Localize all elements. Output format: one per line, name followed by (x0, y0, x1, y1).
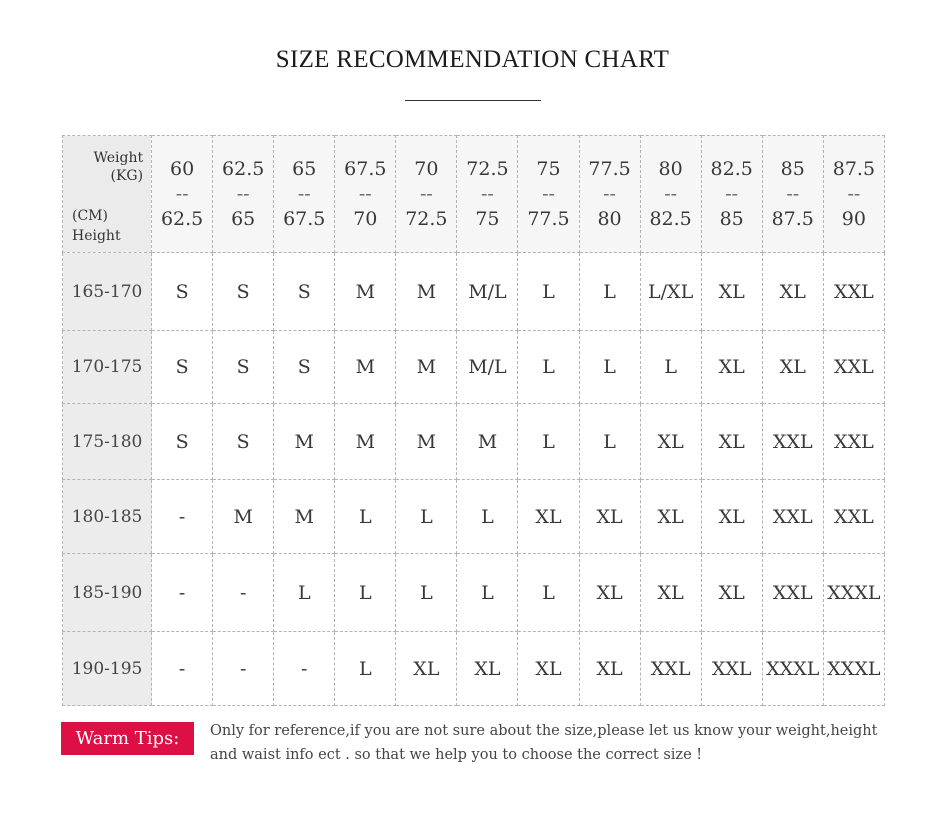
size-cell: L (579, 404, 640, 480)
size-cell: M (213, 480, 274, 554)
corner-header-cell (63, 136, 152, 253)
weight-range-high: 65 (231, 207, 256, 230)
height-range-label: 170-175 (63, 331, 152, 404)
size-cell: M (335, 404, 396, 480)
height-range-label: 175-180 (63, 404, 152, 480)
weight-range-low: 82.5 (710, 157, 753, 180)
size-cell: XXL (701, 632, 762, 706)
size-cell: S (152, 253, 213, 331)
table-row (63, 632, 885, 706)
size-cell: M (335, 253, 396, 331)
size-cell: S (152, 404, 213, 480)
size-cell: XXL (762, 480, 823, 554)
weight-range-low: 80 (658, 157, 683, 180)
size-cell: - (213, 632, 274, 706)
size-cell: XL (762, 331, 823, 404)
size-cell: L (457, 480, 518, 554)
size-cell: L/XL (640, 253, 701, 331)
size-cell: XL (579, 480, 640, 554)
weight-range-separator: -- (847, 182, 861, 205)
size-cell: - (152, 632, 213, 706)
weight-range-low: 65 (292, 157, 317, 180)
size-cell: L (335, 554, 396, 632)
size-cell: M (274, 404, 335, 480)
weight-range-separator: -- (725, 182, 739, 205)
weight-range-high: 67.5 (283, 207, 326, 230)
weight-range-high: 70 (353, 207, 378, 230)
size-cell: S (152, 331, 213, 404)
size-cell: XXL (823, 404, 884, 480)
size-table-body (63, 253, 885, 706)
weight-range-high: 82.5 (649, 207, 692, 230)
size-cell: S (274, 253, 335, 331)
weight-range-header (274, 136, 335, 253)
weight-range-low: 70 (414, 157, 439, 180)
weight-range-high: 90 (841, 207, 866, 230)
size-cell: XXL (823, 253, 884, 331)
weight-range-header (518, 136, 579, 253)
size-cell: XXL (823, 331, 884, 404)
weight-range-header (213, 136, 274, 253)
weight-range-header (152, 136, 213, 253)
size-cell: - (152, 480, 213, 554)
weight-range-header (823, 136, 884, 253)
height-range-label: 185-190 (63, 554, 152, 632)
size-cell: - (213, 554, 274, 632)
size-cell: XL (701, 404, 762, 480)
table-row (63, 480, 885, 554)
size-cell: XL (457, 632, 518, 706)
size-cell: XL (701, 554, 762, 632)
size-cell: S (213, 253, 274, 331)
weight-range-header (579, 136, 640, 253)
weight-range-separator: -- (419, 182, 433, 205)
size-cell: M (274, 480, 335, 554)
weight-range-header (762, 136, 823, 253)
weight-range-high: 72.5 (405, 207, 448, 230)
weight-range-separator: -- (664, 182, 678, 205)
size-cell: XL (762, 253, 823, 331)
size-cell: - (152, 554, 213, 632)
size-cell: XL (701, 253, 762, 331)
height-unit-label: (CM) (72, 208, 108, 224)
table-row (63, 404, 885, 480)
weight-range-high: 87.5 (771, 207, 814, 230)
title-underline (405, 100, 541, 101)
size-cell: M/L (457, 253, 518, 331)
weight-range-low: 77.5 (588, 157, 631, 180)
weight-range-separator: -- (358, 182, 372, 205)
size-cell: XL (396, 632, 457, 706)
size-cell: L (335, 480, 396, 554)
size-cell: L (640, 331, 701, 404)
height-range-label: 180-185 (63, 480, 152, 554)
height-range-label: 190-195 (63, 632, 152, 706)
weight-range-header (640, 136, 701, 253)
weight-range-high: 80 (597, 207, 622, 230)
weight-range-high: 85 (719, 207, 744, 230)
weight-range-separator: -- (603, 182, 616, 205)
weight-header-row (63, 136, 885, 253)
size-cell: S (213, 331, 274, 404)
size-cell: L (457, 554, 518, 632)
size-cell: L (274, 554, 335, 632)
size-cell: S (213, 404, 274, 480)
size-cell: XL (579, 554, 640, 632)
size-cell: - (274, 632, 335, 706)
weight-range-separator: -- (481, 182, 494, 205)
size-cell: XL (518, 632, 579, 706)
weight-range-header (335, 136, 396, 253)
weight-range-low: 75 (536, 157, 561, 180)
weight-range-separator: -- (786, 182, 800, 205)
size-cell: L (518, 331, 579, 404)
weight-range-low: 62.5 (222, 157, 265, 180)
size-cell: XXL (823, 480, 884, 554)
size-cell: M (396, 331, 457, 404)
weight-range-high: 77.5 (527, 207, 570, 230)
weight-range-low: 67.5 (344, 157, 387, 180)
weight-range-header (396, 136, 457, 253)
table-row (63, 253, 885, 331)
size-cell: L (518, 404, 579, 480)
size-cell: L (396, 554, 457, 632)
size-cell: XL (640, 554, 701, 632)
weight-range-low: 85 (780, 157, 805, 180)
size-cell: XL (701, 331, 762, 404)
size-cell: XL (579, 632, 640, 706)
size-cell: XXXL (823, 554, 884, 632)
weight-axis-label: Weight (93, 150, 144, 166)
size-cell: L (396, 480, 457, 554)
weight-range-separator: -- (542, 182, 555, 205)
table-row (63, 331, 885, 404)
weight-range-high: 75 (475, 207, 500, 230)
size-cell: S (274, 331, 335, 404)
size-cell: M (457, 404, 518, 480)
size-cell: XL (640, 480, 701, 554)
size-cell: M/L (457, 331, 518, 404)
height-range-label: 165-170 (63, 253, 152, 331)
weight-range-separator: -- (175, 182, 189, 205)
warm-tips-text: Only for reference,if you are not sure about the size,please let us know your weight,height and waist info ect . so that we help you to choose the correct size ! (210, 723, 878, 763)
table-row (63, 554, 885, 632)
weight-range-separator: -- (297, 182, 311, 205)
size-table (62, 135, 885, 706)
height-axis-label: Height (72, 228, 121, 244)
size-cell: L (579, 253, 640, 331)
size-cell: L (579, 331, 640, 404)
weight-range-high: 62.5 (160, 207, 204, 230)
size-cell: M (396, 253, 457, 331)
size-cell: L (518, 554, 579, 632)
size-cell: XXL (640, 632, 701, 706)
weight-range-low: 87.5 (832, 157, 876, 180)
warm-tips-badge: Warm Tips: (61, 722, 194, 755)
size-cell: L (335, 632, 396, 706)
weight-range-header (701, 136, 762, 253)
size-cell: XL (640, 404, 701, 480)
size-cell: XXL (762, 404, 823, 480)
size-cell: XXL (762, 554, 823, 632)
size-cell: XL (701, 480, 762, 554)
weight-range-low: 72.5 (466, 157, 509, 180)
weight-unit-label: (KG) (110, 168, 144, 184)
chart-title: SIZE RECOMMENDATION CHART (275, 46, 670, 73)
weight-range-separator: -- (236, 182, 250, 205)
size-cell: M (335, 331, 396, 404)
size-cell: XXXL (823, 632, 884, 706)
weight-range-header (457, 136, 518, 253)
size-cell: M (396, 404, 457, 480)
size-cell: XXXL (762, 632, 823, 706)
weight-range-low: 60 (170, 157, 195, 180)
size-cell: XL (518, 480, 579, 554)
size-cell: L (518, 253, 579, 331)
